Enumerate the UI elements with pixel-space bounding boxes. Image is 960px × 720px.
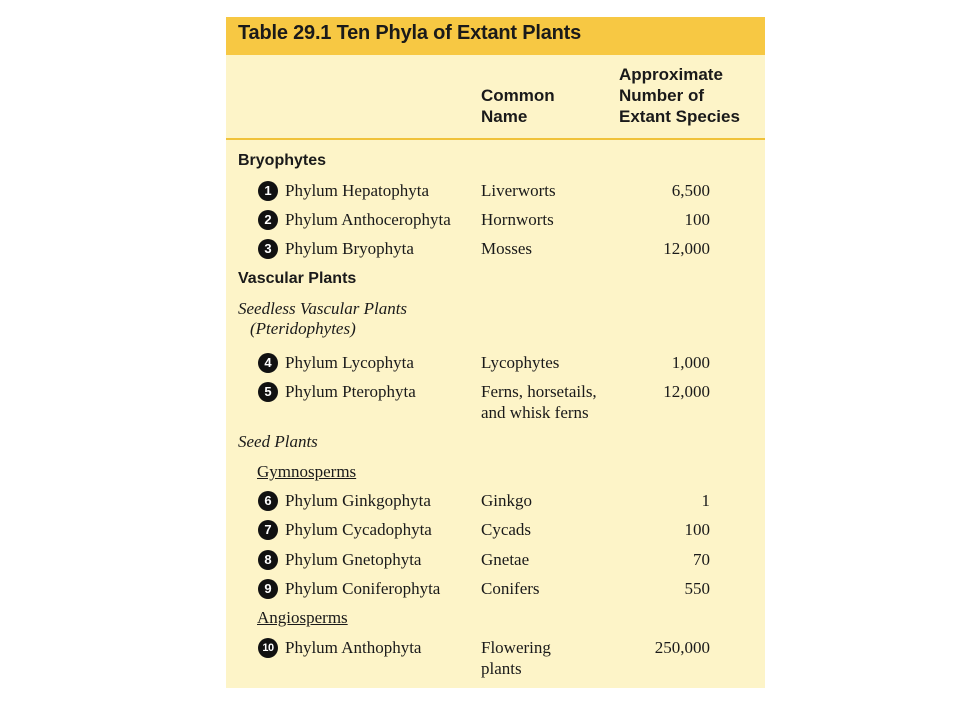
group-bryophytes: Bryophytes <box>238 152 327 169</box>
row-number-badge: 9 <box>258 579 278 599</box>
table-row <box>226 549 765 571</box>
table-row <box>226 490 765 512</box>
subgroup-seedless <box>238 299 407 339</box>
common-name: Mosses <box>481 239 533 258</box>
row-number-badge: 7 <box>258 520 278 540</box>
phylum-name: Phylum Anthocerophyta <box>285 210 451 229</box>
table-row <box>226 381 765 425</box>
phylum-name: Phylum Anthophyta <box>285 638 422 657</box>
species-count: 1 <box>701 491 710 510</box>
species-count: 100 <box>684 210 710 229</box>
table-row <box>226 578 765 600</box>
phylum-name: Phylum Lycophyta <box>285 353 414 372</box>
table-row <box>226 180 765 202</box>
subgroup-seedless-line2: (Pteridophytes) <box>250 319 356 338</box>
row-number-badge: 8 <box>258 550 278 570</box>
common-name <box>481 381 597 423</box>
header-common-line1: Common <box>481 86 555 105</box>
species-count: 70 <box>693 550 710 569</box>
header-divider <box>226 138 765 140</box>
common-name: Conifers <box>481 579 540 598</box>
table-row <box>226 352 765 374</box>
row-number-badge: 6 <box>258 491 278 511</box>
species-count: 12,000 <box>663 382 710 401</box>
common-name-line2: plants <box>481 659 522 678</box>
header-species-line3: Extant Species <box>619 107 740 126</box>
table-title-bar <box>226 17 765 55</box>
subgroup-seed-plants: Seed Plants <box>238 432 318 451</box>
species-count: 100 <box>684 520 710 539</box>
row-number-badge: 3 <box>258 239 278 259</box>
table-row <box>226 637 765 681</box>
header-species-count <box>619 64 740 127</box>
phylum-name: Phylum Coniferophyta <box>285 579 441 598</box>
phylum-name: Phylum Cycadophyta <box>285 520 432 539</box>
row-number-badge: 5 <box>258 382 278 402</box>
plant-phyla-table <box>226 17 765 688</box>
common-name: Cycads <box>481 520 532 539</box>
common-name: Hornworts <box>481 210 554 229</box>
common-name-line2: and whisk ferns <box>481 403 589 422</box>
label-gymnosperms: Gymnosperms <box>257 462 357 481</box>
common-name: Lycophytes <box>481 353 560 372</box>
common-name <box>481 637 551 679</box>
group-vascular-plants: Vascular Plants <box>238 270 357 287</box>
species-count: 250,000 <box>654 638 710 657</box>
phylum-name: Phylum Pterophyta <box>285 382 416 401</box>
row-number-badge: 1 <box>258 181 278 201</box>
header-species-line1: Approximate <box>619 65 723 84</box>
common-name-line1: Ferns, horsetails, <box>481 382 597 401</box>
common-name: Gnetae <box>481 550 530 569</box>
row-number-badge: 10 <box>258 638 278 658</box>
phylum-name: Phylum Hepatophyta <box>285 181 430 200</box>
species-count: 1,000 <box>671 353 710 372</box>
species-count: 550 <box>684 579 710 598</box>
table-title: Table 29.1 Ten Phyla of Extant Plants <box>238 22 582 44</box>
subgroup-seedless-line1: Seedless Vascular Plants <box>238 299 408 318</box>
common-name: Ginkgo <box>481 491 532 510</box>
row-number-badge: 2 <box>258 210 278 230</box>
row-number-badge: 4 <box>258 353 278 373</box>
species-count: 12,000 <box>663 239 710 258</box>
phylum-name: Phylum Bryophyta <box>285 239 414 258</box>
header-common-name <box>481 85 555 127</box>
common-name: Liverworts <box>481 181 556 200</box>
table-row <box>226 238 765 260</box>
table-row <box>226 519 765 541</box>
phylum-name: Phylum Ginkgophyta <box>285 491 431 510</box>
header-common-line2: Name <box>481 107 528 126</box>
species-count: 6,500 <box>671 181 710 200</box>
header-species-line2: Number of <box>619 86 704 105</box>
label-angiosperms: Angiosperms <box>257 608 348 627</box>
common-name-line1: Flowering <box>481 638 551 657</box>
phylum-name: Phylum Gnetophyta <box>285 550 422 569</box>
table-row <box>226 209 765 231</box>
